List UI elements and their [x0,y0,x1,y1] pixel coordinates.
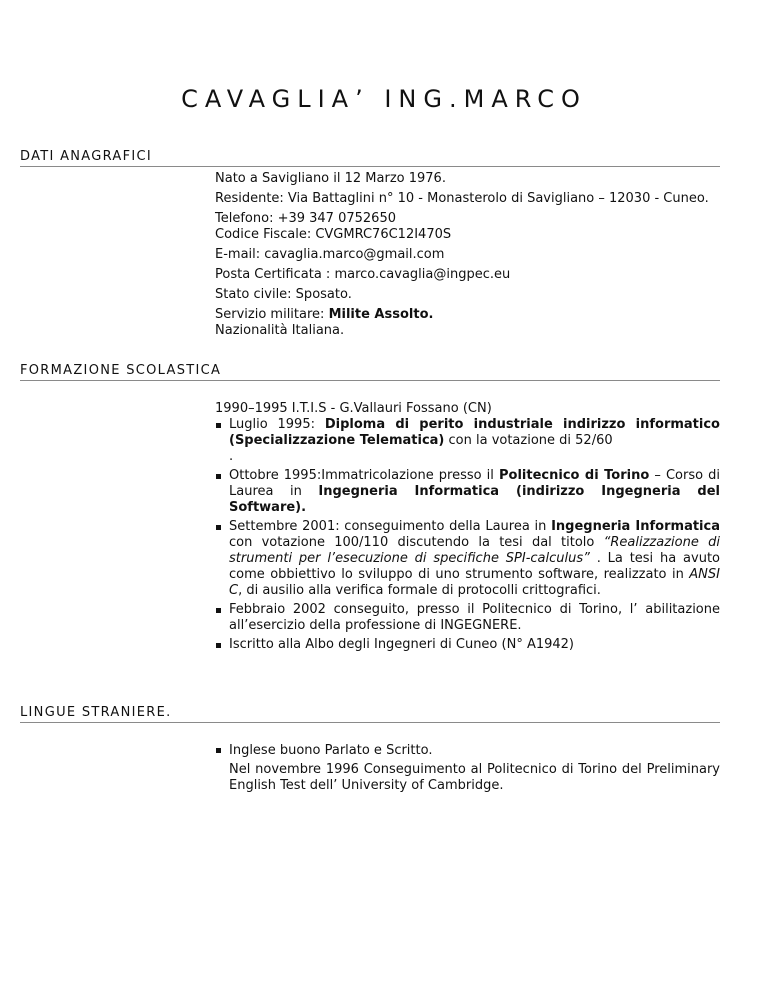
dati-anagrafici-block [215,171,720,339]
marital-status-info: Stato civile: Sposato. [215,287,352,302]
bullet-icon [216,748,221,753]
section-heading-lingue: LINGUE STRANIERE. [20,705,720,723]
list-item: Ottobre 1995:Immatricolazione presso il Politecnico di Torino – Corso di Laurea in Ingegneria Informatica (indirizzo Ingegneria del Software). [215,468,720,516]
language-certificate-note: Nel novembre 1996 Conseguimento al Politecnico di Torino del Preliminary English Test dell’ University of Cambridge. [229,762,720,793]
military-service-value: Milite Assolto. [328,307,434,322]
section-heading-dati-anagrafici: DATI ANAGRAFICI [20,149,720,167]
list-item: Iscritto alla Albo degli Ingegneri di Cuneo (N° A1942) [215,637,720,653]
military-service-label: Servizio militare: [215,307,329,322]
bullet-icon [216,474,221,479]
page-title: CAVAGLIA’ ING.MARCO [181,85,587,113]
bullet-icon [216,525,221,530]
email-info: E-mail: cavaglia.marco@gmail.com [215,247,445,262]
education-list [215,417,720,653]
list-item: Luglio 1995: Diploma di perito industriale indirizzo informatico (Specializzazione Telematica) con la votazione di 52/60 . [215,417,720,465]
lingue-block [215,743,720,794]
list-item: Febbraio 2002 conseguito, presso il Politecnico di Torino, l’ abilitazione all’esercizio della professione di INGEGNERE. [215,602,720,634]
list-item [215,743,720,759]
birth-info: Nato a Savigliano il 12 Marzo 1976. [215,171,446,186]
bullet-icon [216,423,221,428]
bullet-icon [216,643,221,648]
pec-info: Posta Certificata : marco.cavaglia@ingpec.eu [215,267,511,282]
formazione-block [215,401,720,656]
tax-code-info: Codice Fiscale: CVGMRC76C12I470S [215,227,452,242]
language-english: Inglese buono Parlato e Scritto. [229,743,433,758]
education-intro: 1990–1995 I.T.I.S - G.Vallauri Fossano (CN) [215,401,492,416]
residence-info: Residente: Via Battaglini n° 10 - Monasterolo di Savigliano – 12030 - Cuneo. [215,191,709,206]
list-item: Settembre 2001: conseguimento della Laurea in Ingegneria Informatica con votazione 100/110 discutendo la tesi dal titolo “Realizzazione di strumenti per l’esecuzione di specifiche SPI-calculus” . La tesi ha avuto come obbiettivo lo sviluppo di uno strumento software, realizzato in ANSI C, di ausilio alla verifica formale di protocolli crittografici. [215,519,720,599]
military-service-info [215,307,720,323]
phone-info: Telefono: +39 347 0752650 [215,211,396,226]
section-heading-formazione: FORMAZIONE SCOLASTICA [20,363,720,381]
bullet-icon [216,608,221,613]
nationality-info: Nazionalità Italiana. [215,323,345,338]
